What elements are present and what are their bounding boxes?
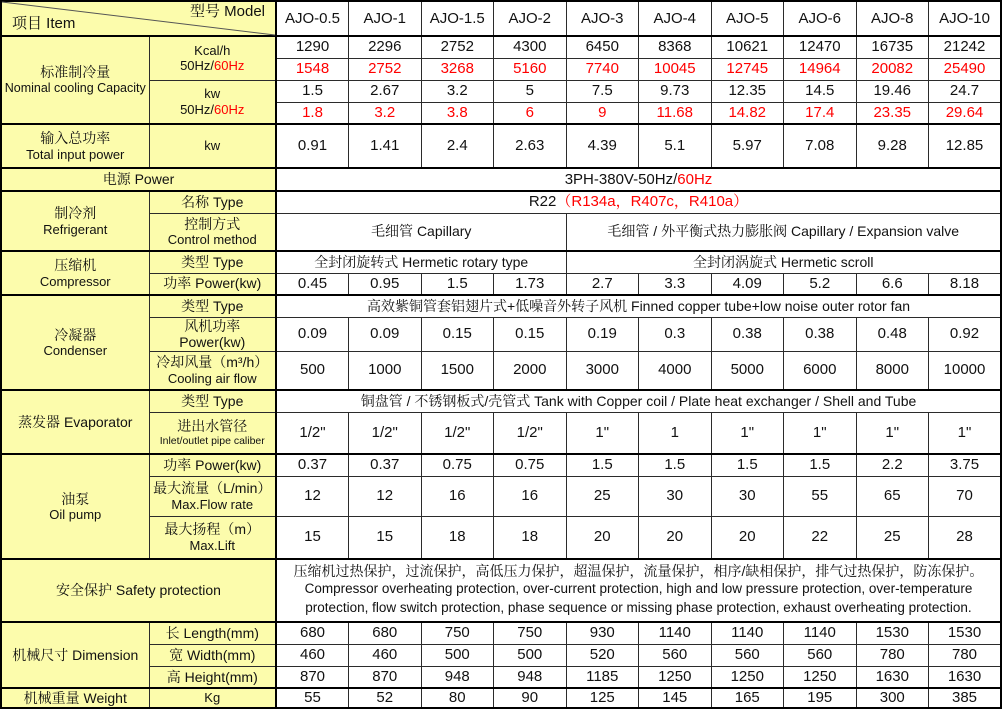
sub-label-en: Cooling air flow	[167, 370, 257, 386]
sub-label-height: 高 Height(mm)	[149, 666, 276, 688]
value-cell: 460	[349, 644, 422, 666]
value-cell: 1"	[711, 412, 784, 454]
sub-label-unit: kw	[149, 124, 276, 168]
control-method-left: 毛细管 Capillary	[276, 213, 566, 251]
value-cell: 3.8	[421, 102, 494, 124]
value-cell: 15	[276, 516, 349, 559]
value-cell: 24.7	[929, 80, 1002, 102]
value-cell: 948	[421, 666, 494, 688]
control-method-right: 毛细管 / 外平衡式热力膨胀阀 Capillary / Expansion valve	[566, 213, 1001, 251]
value-cell: 948	[494, 666, 567, 688]
sub-label-air-flow	[149, 351, 276, 390]
group-label-zh: 油泵	[61, 490, 90, 507]
group-label-en: Nominal cooling Capacity	[4, 80, 146, 95]
value-cell: 21242	[929, 36, 1002, 58]
freq-label-60hz: 60Hz	[214, 101, 245, 117]
value-cell: 1500	[421, 351, 494, 390]
sub-label-en: Inlet/outlet pipe caliber	[159, 434, 265, 447]
value-cell: 4.39	[566, 124, 639, 168]
sub-label-power: 功率 Power(kw)	[149, 454, 276, 476]
value-cell: 500	[494, 644, 567, 666]
value-cell: 1630	[856, 666, 929, 688]
value-cell: 500	[276, 351, 349, 390]
value-cell: 5.97	[711, 124, 784, 168]
value-cell: 870	[276, 666, 349, 688]
model-header: AJO-1	[349, 1, 422, 36]
value-cell: 1530	[929, 622, 1002, 644]
freq-label-50hz: 50Hz/	[180, 58, 215, 74]
safety-text-zh: 压缩机过热保护，过流保护，高低压力保护，超温保护，流量保护，相序/缺相保护，排气过热保护，防冻保护。	[293, 563, 984, 580]
value-cell: 1"	[784, 412, 857, 454]
value-cell: 9.28	[856, 124, 929, 168]
value-cell: 12	[276, 476, 349, 516]
value-cell: 1.5	[784, 454, 857, 476]
value-cell: 11.68	[639, 102, 712, 124]
value-cell: 0.09	[276, 317, 349, 351]
group-label-evaporator: 蒸发器 Evaporator	[1, 390, 149, 454]
model-header: AJO-4	[639, 1, 712, 36]
value-cell: 10000	[929, 351, 1002, 390]
value-cell: 7.08	[784, 124, 857, 168]
model-header: AJO-0.5	[276, 1, 349, 36]
sub-label-kg: Kg	[149, 688, 276, 708]
value-cell: 12470	[784, 36, 857, 58]
value-cell: 52	[349, 688, 422, 708]
model-axis-label: 型号 Model	[189, 3, 265, 20]
value-cell: 1"	[566, 412, 639, 454]
group-label-zh: 输入总功率	[40, 130, 111, 147]
value-cell: 1.5	[421, 273, 494, 295]
value-cell: 1	[639, 412, 712, 454]
value-cell: 2000	[494, 351, 567, 390]
group-label-en: Condenser	[43, 343, 108, 359]
value-cell: 12.35	[711, 80, 784, 102]
sub-label-type: 类型 Type	[149, 251, 276, 273]
value-cell: 17.4	[784, 102, 857, 124]
value-cell: 125	[566, 688, 639, 708]
value-cell: 3.3	[639, 273, 712, 295]
value-cell: 70	[929, 476, 1002, 516]
value-cell: 1/2"	[349, 412, 422, 454]
value-cell: 750	[494, 622, 567, 644]
sub-label-kw	[149, 80, 276, 124]
value-cell: 25490	[929, 58, 1002, 80]
value-cell: 14.82	[711, 102, 784, 124]
value-cell: 0.38	[784, 317, 857, 351]
value-cell: 2296	[349, 36, 422, 58]
safety-protection-text	[276, 559, 1001, 622]
sub-label-max-flow	[149, 476, 276, 516]
value-cell: 680	[276, 622, 349, 644]
value-cell: 1630	[929, 666, 1002, 688]
value-cell: 25	[566, 476, 639, 516]
value-cell: 1"	[929, 412, 1002, 454]
sub-label-power: 功率 Power(kw)	[149, 273, 276, 295]
value-cell: 2.7	[566, 273, 639, 295]
model-header: AJO-2	[494, 1, 567, 36]
row-control-method	[1, 213, 1001, 251]
sub-label-en: Control method	[167, 232, 257, 248]
safety-text-en: Compressor overheating protection, over-current protection, high and low pressure protection, over-temperature protection, flow switch protection, phase sequence or missing phase protection, exhaust overheating protection.	[304, 580, 973, 615]
value-cell: 1.5	[639, 454, 712, 476]
value-cell: 30	[639, 476, 712, 516]
value-cell: 0.3	[639, 317, 712, 351]
group-label-input-power	[1, 124, 149, 168]
value-cell: 1530	[856, 622, 929, 644]
refrigerant-alternatives: （R134a，R407c，R410a）	[556, 193, 749, 211]
value-cell: 14964	[784, 58, 857, 80]
value-cell: 4.09	[711, 273, 784, 295]
group-label-oil-pump	[1, 454, 149, 559]
value-cell: 3268	[421, 58, 494, 80]
value-cell: 145	[639, 688, 712, 708]
value-cell: 0.91	[276, 124, 349, 168]
value-cell: 20	[639, 516, 712, 559]
value-cell: 1250	[784, 666, 857, 688]
value-cell: 560	[784, 644, 857, 666]
value-cell: 20	[711, 516, 784, 559]
group-label-en: Total input power	[26, 146, 125, 162]
value-cell: 23.35	[856, 102, 929, 124]
row-compressor-power	[1, 273, 1001, 295]
group-label-zh: 制冷剂	[54, 205, 97, 222]
value-cell: 28	[929, 516, 1002, 559]
sub-label-zh: 最大流量（L/min）	[153, 480, 272, 497]
condenser-type-value: 高效紫铜管套铝翅片式+低噪音外转子风机 Finned copper tube+low noise outer rotor fan	[276, 295, 1001, 317]
group-label-capacity	[1, 36, 149, 124]
value-cell: 55	[784, 476, 857, 516]
row-capacity-kcal-50hz	[1, 36, 1001, 58]
row-compressor-type	[1, 251, 1001, 273]
row-height	[1, 666, 1001, 688]
sub-label-en: Max.Flow rate	[171, 496, 254, 512]
value-cell: 560	[711, 644, 784, 666]
value-cell: 20	[566, 516, 639, 559]
group-label-safety: 安全保护 Safety protection	[1, 559, 276, 622]
value-cell: 460	[276, 644, 349, 666]
value-cell: 14.5	[784, 80, 857, 102]
value-cell: 4300	[494, 36, 567, 58]
header-row	[1, 1, 1001, 36]
row-max-lift	[1, 516, 1001, 559]
value-cell: 2.2	[856, 454, 929, 476]
sub-label-width: 宽 Width(mm)	[149, 644, 276, 666]
value-cell: 750	[421, 622, 494, 644]
group-label-en: Compressor	[39, 273, 111, 289]
value-cell: 560	[639, 644, 712, 666]
value-cell: 2.4	[421, 124, 494, 168]
value-cell: 7740	[566, 58, 639, 80]
value-cell: 1.5	[711, 454, 784, 476]
row-width	[1, 644, 1001, 666]
value-cell: 12745	[711, 58, 784, 80]
value-cell: 12.85	[929, 124, 1002, 168]
freq-label-50hz: 50Hz/	[180, 101, 215, 117]
value-cell: 29.64	[929, 102, 1002, 124]
value-cell: 2752	[349, 58, 422, 80]
value-cell: 10045	[639, 58, 712, 80]
value-cell: 6.6	[856, 273, 929, 295]
value-cell: 90	[494, 688, 567, 708]
corner-header-cell	[1, 1, 276, 36]
compressor-type-right: 全封闭涡旋式 Hermetic scroll	[566, 251, 1001, 273]
value-cell: 16	[494, 476, 567, 516]
value-cell: 0.09	[349, 317, 422, 351]
group-label-en: Oil pump	[49, 507, 102, 523]
model-header: AJO-1.5	[421, 1, 494, 36]
row-condenser-fan-power	[1, 317, 1001, 351]
value-cell: 2.67	[349, 80, 422, 102]
value-cell: 22	[784, 516, 857, 559]
value-cell: 9	[566, 102, 639, 124]
value-cell: 5000	[711, 351, 784, 390]
value-cell: 80	[421, 688, 494, 708]
refrigerant-main: R22	[528, 193, 557, 211]
group-label-zh: 压缩机	[54, 257, 97, 274]
compressor-type-left: 全封闭旋转式 Hermetic rotary type	[276, 251, 566, 273]
value-cell: 2752	[421, 36, 494, 58]
value-cell: 3.75	[929, 454, 1002, 476]
group-label-zh: 标准制冷量	[40, 64, 111, 81]
value-cell: 1185	[566, 666, 639, 688]
value-cell: 1250	[639, 666, 712, 688]
value-cell: 500	[421, 644, 494, 666]
value-cell: 10621	[711, 36, 784, 58]
value-cell: 780	[856, 644, 929, 666]
value-cell: 0.48	[856, 317, 929, 351]
value-cell: 1290	[276, 36, 349, 58]
row-power-supply	[1, 168, 1001, 191]
value-cell: 7.5	[566, 80, 639, 102]
group-label-compressor	[1, 251, 149, 295]
value-cell: 0.95	[349, 273, 422, 295]
value-cell: 5.1	[639, 124, 712, 168]
group-label-zh: 冷凝器	[54, 326, 97, 343]
value-cell: 9.73	[639, 80, 712, 102]
value-cell: 0.45	[276, 273, 349, 295]
value-cell: 2.63	[494, 124, 567, 168]
value-cell: 3.2	[349, 102, 422, 124]
value-cell: 1140	[711, 622, 784, 644]
freq-label-60hz: 60Hz	[214, 58, 245, 74]
group-label-weight: 机械重量 Weight	[1, 688, 149, 708]
value-cell: 5160	[494, 58, 567, 80]
value-cell: 1000	[349, 351, 422, 390]
value-cell: 1/2"	[421, 412, 494, 454]
value-cell: 930	[566, 622, 639, 644]
sub-label-type: 类型 Type	[149, 390, 276, 412]
value-cell: 15	[349, 516, 422, 559]
value-cell: 0.75	[494, 454, 567, 476]
value-cell: 1"	[856, 412, 929, 454]
value-cell: 12	[349, 476, 422, 516]
value-cell: 18	[494, 516, 567, 559]
row-oil-pump-power	[1, 454, 1001, 476]
value-cell: 5.2	[784, 273, 857, 295]
value-cell: 5	[494, 80, 567, 102]
sub-label-kcal	[149, 36, 276, 80]
value-cell: 0.15	[421, 317, 494, 351]
value-cell: 4000	[639, 351, 712, 390]
sub-label-pipe-caliber	[149, 412, 276, 454]
row-capacity-kw-50hz	[1, 80, 1001, 102]
model-header: AJO-8	[856, 1, 929, 36]
value-cell: 195	[784, 688, 857, 708]
power-supply-value	[276, 168, 1001, 191]
value-cell: 55	[276, 688, 349, 708]
value-cell: 1.5	[276, 80, 349, 102]
row-evaporator-type	[1, 390, 1001, 412]
value-cell: 0.15	[494, 317, 567, 351]
row-cooling-air-flow	[1, 351, 1001, 390]
value-cell: 520	[566, 644, 639, 666]
sub-label-fan-power: 风机功率 Power(kw)	[149, 317, 276, 351]
value-cell: 3000	[566, 351, 639, 390]
sub-label-control-method	[149, 213, 276, 251]
group-label-condenser	[1, 295, 149, 390]
value-cell: 18	[421, 516, 494, 559]
value-cell: 8.18	[929, 273, 1002, 295]
sub-label-max-lift	[149, 516, 276, 559]
value-cell: 1/2"	[494, 412, 567, 454]
value-cell: 8368	[639, 36, 712, 58]
value-cell: 165	[711, 688, 784, 708]
group-label-refrigerant	[1, 191, 149, 251]
sub-label-en: Max.Lift	[189, 537, 235, 553]
sub-label-name-type: 名称 Type	[149, 191, 276, 213]
row-total-input-power	[1, 124, 1001, 168]
row-pipe-caliber	[1, 412, 1001, 454]
model-header: AJO-5	[711, 1, 784, 36]
value-cell: 1.5	[566, 454, 639, 476]
row-safety-protection	[1, 559, 1001, 622]
value-cell: 20082	[856, 58, 929, 80]
value-cell: 1140	[639, 622, 712, 644]
value-cell: 0.19	[566, 317, 639, 351]
value-cell: 0.37	[276, 454, 349, 476]
power-supply-60hz: 60Hz	[677, 170, 713, 188]
value-cell: 0.37	[349, 454, 422, 476]
value-cell: 1250	[711, 666, 784, 688]
evaporator-type-value: 铜盘管 / 不锈钢板式/壳管式 Tank with Copper coil / Plate heat exchanger / Shell and Tube	[276, 390, 1001, 412]
sub-label-zh: 进出水管径	[177, 418, 248, 435]
value-cell: 680	[349, 622, 422, 644]
model-header: AJO-6	[784, 1, 857, 36]
item-axis-label: 项目 Item	[12, 15, 76, 33]
value-cell: 0.92	[929, 317, 1002, 351]
value-cell: 0.38	[711, 317, 784, 351]
row-max-flow-rate	[1, 476, 1001, 516]
group-label-dimension: 机械尺寸 Dimension	[1, 622, 149, 688]
value-cell: 6450	[566, 36, 639, 58]
sub-label-zh: 控制方式	[184, 215, 241, 232]
unit-label: kw	[204, 86, 221, 102]
row-weight	[1, 688, 1001, 708]
value-cell: 30	[711, 476, 784, 516]
row-length	[1, 622, 1001, 644]
value-cell: 6	[494, 102, 567, 124]
model-header: AJO-10	[929, 1, 1002, 36]
group-label-power-supply: 电源 Power	[1, 168, 276, 191]
refrigerant-name-value	[276, 191, 1001, 213]
value-cell: 870	[349, 666, 422, 688]
value-cell: 25	[856, 516, 929, 559]
value-cell: 1.41	[349, 124, 422, 168]
value-cell: 8000	[856, 351, 929, 390]
unit-label: Kcal/h	[194, 42, 231, 58]
sub-label-length: 长 Length(mm)	[149, 622, 276, 644]
sub-label-zh: 冷却风量（m³/h）	[156, 354, 269, 371]
value-cell: 16	[421, 476, 494, 516]
value-cell: 1.8	[276, 102, 349, 124]
group-label-en: Refrigerant	[43, 221, 108, 237]
value-cell: 300	[856, 688, 929, 708]
value-cell: 385	[929, 688, 1002, 708]
row-refrigerant-name	[1, 191, 1001, 213]
value-cell: 0.75	[421, 454, 494, 476]
value-cell: 1548	[276, 58, 349, 80]
value-cell: 6000	[784, 351, 857, 390]
value-cell: 1.73	[494, 273, 567, 295]
sub-label-zh: 最大扬程（m）	[164, 521, 261, 538]
value-cell: 780	[929, 644, 1002, 666]
row-condenser-type	[1, 295, 1001, 317]
value-cell: 1/2"	[276, 412, 349, 454]
sub-label-type: 类型 Type	[149, 295, 276, 317]
value-cell: 1140	[784, 622, 857, 644]
power-supply-50hz: 3PH-380V-50Hz/	[564, 170, 678, 188]
value-cell: 3.2	[421, 80, 494, 102]
value-cell: 16735	[856, 36, 929, 58]
model-header: AJO-3	[566, 1, 639, 36]
value-cell: 19.46	[856, 80, 929, 102]
value-cell: 65	[856, 476, 929, 516]
